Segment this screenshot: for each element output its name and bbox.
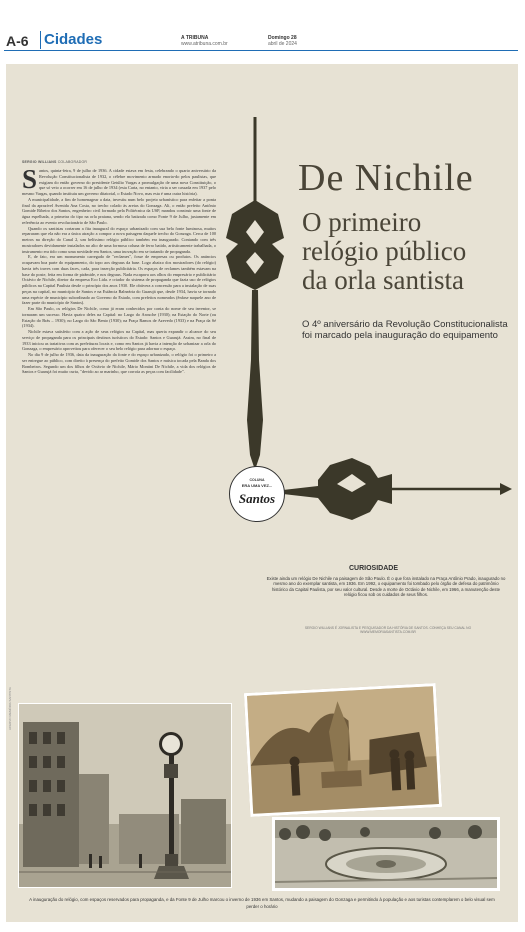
hour-hand-shaft: [283, 486, 318, 498]
photo-clock-tower: [18, 703, 232, 888]
minute-hand-stem: [247, 290, 263, 470]
section-name[interactable]: Cidades: [44, 31, 103, 48]
paper-url[interactable]: www.atribuna.com.br: [181, 41, 228, 47]
curiosity-title: CURIOSIDADE: [349, 565, 399, 572]
paragraph: No dia 9 de julho de 1936, data da inauguração da fonte e do espaço urbanizado, o relógio foi o primeiro a ser entregue ao público, com direito à presença do prefeito Gomide dos Santos e música tocada pela Banda dos Bombeiros. Segundo um dos filhos de Octávio de Nichile, Mário Montini De Nichile, a vida dos relógios de Santos e Guarujá foi muito curta, "devido ao ar marinho, que corroía as peças com facilidade".: [22, 352, 216, 375]
drop-cap: S: [22, 168, 38, 194]
paragraph: Em São Paulo, os relógios De Nichile, como já eram conhecidos por conta do nome de seu inventor, se tornaram um sucesso. Havia quatro deles na Capital: no Largo do Arouche (1930); na Estação do Norte (ou Estação do Brás – 1930); no Largo do São Bento (1930); na Praça Ramos de Azevedo (1933) e na Praça da Sé (1934).: [22, 306, 216, 329]
photo-fountain: [272, 817, 500, 891]
photo-credit: ACERVO MEMÓRIA SANTISTA: [8, 687, 12, 730]
curiosity-text: Existe ainda um relógio De Nichile na paisagem de São Paulo. É o que fora instalado na Praça Antônio Prado, inaugurado no mesmo ano do exemplar santista, em 1936. Em 1992, o equipamento foi tombado pelo órgão de defesa do patrimônio histórico da Capital Paulista, por seu valor cultural. Desde a morte de Octávio de Nichile, em 1966, a manutenção deste relógio ficou sob os cuidados de seus filhos.: [266, 576, 506, 598]
headline-main: De Nichile: [298, 157, 474, 199]
paragraph: E, de fato, era um monumento carregado de "reclames", fosse de empresas ou produtos. Os anúncios ocupavam boa parte do equipamento, do topo aos degraus da base. Logo abaixo dos mostradores (do relógio) havia três traves com duas faces, cada, para inserção publicitária. Os espaços de reclames também estavam na base do poste, feita em forma de pirâmide, e nos degraus. Nada escapava aos olhos do empresário e publicitário Octávio de Nichile, diretor da empresa Eco Ltda. e criador do sistema de propaganda que fazia uso de relógios públicos na Capital Paulista desde o princípio dos anos 1930. Ele obtivera a concessão para a instalação de suas peças na capital, no município de Santos e na Estância Balneária do Guarujá que, desde 1934, havia se tornado uma espécie de município subordinado ao Governo do Estado, com prefeitos nomeados (ênfase naquele ano de fazer parte do município de Santos).: [22, 254, 216, 306]
byline-role: COLABORADOR: [57, 160, 88, 164]
paragraph-text: antos, quinta-feira, 9 de julho de 1936. A cidade estava em festa, celebrando o quarto aniversário da Revolução Constitucionalista de 1932, o célebre movimento armado enorta-do pelos paulistas, que exigiam do então governo do presidente Getúlio Vargas a promulgação de uma nova Constituição, o que só veio a ocorrer em 16 de julho de 1934 (esta Carta, no entanto, viria a ser cassada em 1937 pelo mesmo Vargas, quando instituiu um governo ditatorial, o Estado Novo, mas esta é uma outra história).: [22, 168, 216, 196]
weekday: Domingo 28: [268, 35, 297, 41]
headline-line: O primeiro: [302, 207, 422, 237]
emblem-label: COLUNA: [249, 478, 265, 482]
headline-sub: [302, 208, 466, 295]
paragraph: Quando os santistas cortaram a fita inaugural do espaço urbanizado com sua bela fonte luminosa, muitos repararam que ela não era a única atração a compor a nova paisagem daquele trecho do Gonzaga. Cerca de 100 metros na direção do Canal 2, um belíssimo relógio público também era inaugurado. Contando com três mostradores devidamente instalados no alto de uma formosa coluna de ferro batido, artisticamente trabalhada, o instrumento era tido como uma novidade em Santos, uma inovação em se tratando de propaganda.: [22, 225, 216, 254]
paragraph: Nichile estava satisfeito com a ação de seus relógios na Capital, mas queria expandir o alcance do seu serviço de propaganda para os principais destinos turísticos do Estado: Santos e Guarujá. Assim, no final de 1933 iniciou as tratativas com as prefeituras locais e, como em Santos já havia a intenção de urbanizar a orla do Gonzaga, o empresário aproveitou para oferecer o seu belo relógio para adornar o espaço.: [22, 329, 216, 352]
paper-name: A TRIBUNA: [181, 35, 209, 41]
emblem-series: ERA UMA VEZ...: [241, 483, 273, 488]
subheadline: O 4º aniversário da Revolução Constitucionalista foi marcado pela inauguração do equipamento: [302, 319, 508, 341]
photo-monument: [244, 683, 442, 817]
author-credit: SERGIO WILLIANS É JORNALISTA E PESQUISADOR DA HISTÓRIA DE SANTOS. CONHEÇA SEU CANAL NO WWW.MEMORIASANTISTA.COM.BR: [304, 626, 472, 635]
column-emblem: [229, 466, 285, 522]
paragraph: A municipalidade, a fim de homenagear a data, investiu num belo projeto urbanístico para enfeitar a ponta final da aprazível Avenida Ana Costa, no trecho colado às areias do Gonzaga. Ali, o então prefeito Antônio Gomide Ribeiro dos Santos, engenheiro civil formado pela Politécnica da USP, mandou construir uma fonte de água espelhada, a primeira do tipo na orla praiana, sendo ela batizada como Fonte 9 de Julho, justamente em referência ao evento revolucionário de São Paulo.: [22, 196, 216, 225]
page-number: A-6: [6, 33, 29, 49]
date: abril de 2024: [268, 41, 297, 47]
headline-line: da orla santista: [302, 265, 464, 295]
emblem-city: Santos: [238, 491, 276, 506]
byline-name: SERGIO WILLIANS: [22, 160, 57, 164]
photo-caption: A inauguração do relógio, com espaços reservados para propaganda, e da Fonte 9 de Julho marcou o inverno de 1936 em Santos, mudando a paisagem do Gonzaga e permitindo à população e aos turistas contemplarem o belo visual sem perder o horário: [29, 897, 495, 909]
minute-hand-ornament: [226, 200, 284, 290]
headline-line: relógio público: [302, 236, 467, 266]
